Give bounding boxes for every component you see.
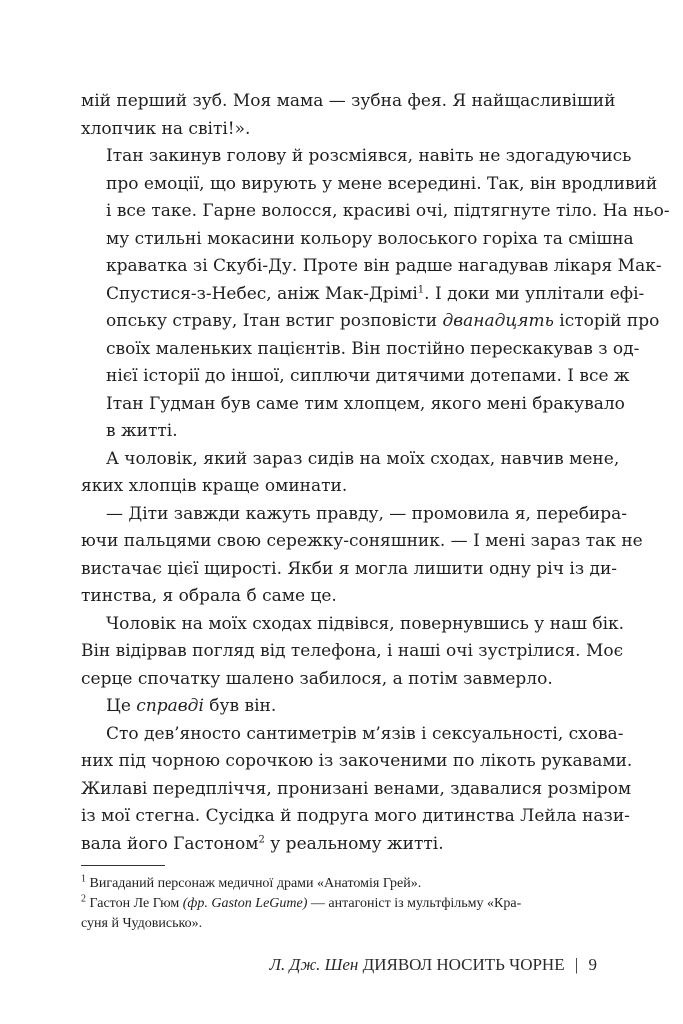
book-page-body bbox=[81, 88, 670, 858]
footnote-2 bbox=[81, 894, 597, 914]
text-line: хлопчик на світі!». bbox=[81, 118, 251, 139]
text-line: Він відірвав погляд від телефона, і наші очі зустрілися. Моє bbox=[81, 641, 624, 661]
footer-separator: | bbox=[574, 955, 579, 974]
text-line: своїх маленьких пацієнтів. Він постійно перескакував з од- bbox=[106, 338, 640, 359]
footnote-ref-1[interactable]: 1 bbox=[417, 283, 425, 295]
paragraph-1 bbox=[81, 88, 616, 143]
text-line: них під чорною сорочкою із закоченими по лікоть рукавами. bbox=[81, 751, 633, 771]
text-segment: опську страву, Ітан встиг розповісти bbox=[106, 311, 443, 331]
text-line: му стильні мокасини кольору волоського горіха та смішна bbox=[106, 228, 634, 249]
paragraph-2 bbox=[81, 143, 670, 446]
text-line bbox=[81, 308, 660, 336]
footnote-1 bbox=[81, 874, 597, 894]
footnotes bbox=[81, 874, 597, 934]
text-segment: Це bbox=[106, 696, 137, 716]
text-line: Ітан закинув голову й розсміявся, навіть не здогадуючись bbox=[106, 146, 632, 166]
footnote-mark: 1 bbox=[81, 873, 86, 885]
text-line: із мої стегна. Сусідка й подруга мого дитинства Лейла нази- bbox=[81, 806, 630, 826]
text-line: нієї історії до іншої, сиплючи дитячими дотепами. І все ж bbox=[106, 366, 630, 386]
text-segment: був він. bbox=[203, 696, 277, 716]
text-line: Чоловік на моїх сходах підвівся, повернувшись у наш бік. bbox=[106, 613, 625, 634]
text-line: вистачає цієї щирості. Якби я могла лишити одну річ із ди- bbox=[81, 558, 618, 579]
page-footer bbox=[270, 955, 598, 975]
footnote-2-continued: суня й Чудовисько». bbox=[81, 916, 203, 931]
text-segment: вала його Гастоном bbox=[81, 833, 259, 854]
text-line bbox=[81, 281, 645, 309]
footnote-mark: 2 bbox=[81, 893, 86, 905]
text-line: Жилаві передпліччя, пронизані венами, здавалися розміром bbox=[81, 778, 632, 799]
text-line: Ітан Гудман був саме тим хлопцем, якого мені бракувало bbox=[106, 393, 625, 414]
text-line: і все таке. Гарне волосся, красиві очі, підтягнуте тіло. На ньо- bbox=[106, 201, 670, 221]
text-segment: у реальному житті. bbox=[264, 833, 444, 854]
footnote-divider bbox=[81, 865, 165, 866]
text-line: — Діти завжди кажуть правду, — промовила я, перебира- bbox=[106, 503, 628, 524]
footer-author: Л. Дж. Шен bbox=[269, 955, 359, 974]
text-line bbox=[81, 693, 597, 721]
text-line: Сто дев’яносто сантиметрів м’язів і сексуальності, схова- bbox=[106, 723, 624, 744]
text-line: А чоловік, який зараз сидів на моїх сходах, навчив мене, bbox=[106, 448, 620, 469]
footer-book-title: ДИЯВОЛ НОСИТЬ ЧОРНЕ bbox=[362, 955, 565, 974]
text-line: серце спочатку шалено забилося, а потім завмерло. bbox=[81, 668, 553, 689]
footnote-text: Вигаданий персонаж медичної драми «Анатомія Грей». bbox=[86, 876, 422, 891]
text-segment: історій про bbox=[553, 311, 660, 331]
page-number: 9 bbox=[588, 955, 597, 974]
emphasis-text: справді bbox=[136, 696, 204, 716]
emphasis-text: дванадцять bbox=[442, 311, 554, 331]
text-line: тинства, я обрала б саме це. bbox=[81, 586, 337, 606]
footnote-text: Гастон Ле Гюм bbox=[86, 896, 183, 911]
text-segment: Спустися-з-Небес, аніж Мак-Дрімі bbox=[106, 283, 418, 304]
footnote-text: — антагоніст із мультфільму «Кра- bbox=[307, 896, 522, 911]
text-line: в житті. bbox=[106, 421, 178, 441]
paragraph-4 bbox=[81, 501, 643, 611]
paragraph-6 bbox=[81, 693, 597, 721]
footnote-ref-2[interactable]: 2 bbox=[258, 833, 265, 845]
text-line: мій перший зуб. Моя мама — зубна фея. Я найщасливіший bbox=[81, 91, 616, 111]
text-line: про емоції, що вирують у мене всередині. Так, він вродливий bbox=[106, 173, 658, 194]
text-line: яких хлопців краще оминати. bbox=[81, 476, 348, 496]
text-line bbox=[81, 831, 597, 859]
text-segment: . І доки ми уплітали ефі- bbox=[424, 283, 645, 304]
text-line: краватка зі Скубі-Ду. Проте він радше нагадував лікаря Мак- bbox=[106, 256, 662, 276]
footnote-italic: (фр. Gaston LeGume) bbox=[182, 896, 308, 911]
paragraph-3 bbox=[81, 446, 620, 501]
paragraph-5 bbox=[81, 611, 625, 694]
text-line: ючи пальцями свою сережку-соняшник. — І мені зараз так не bbox=[81, 531, 643, 551]
paragraph-7 bbox=[81, 721, 633, 859]
